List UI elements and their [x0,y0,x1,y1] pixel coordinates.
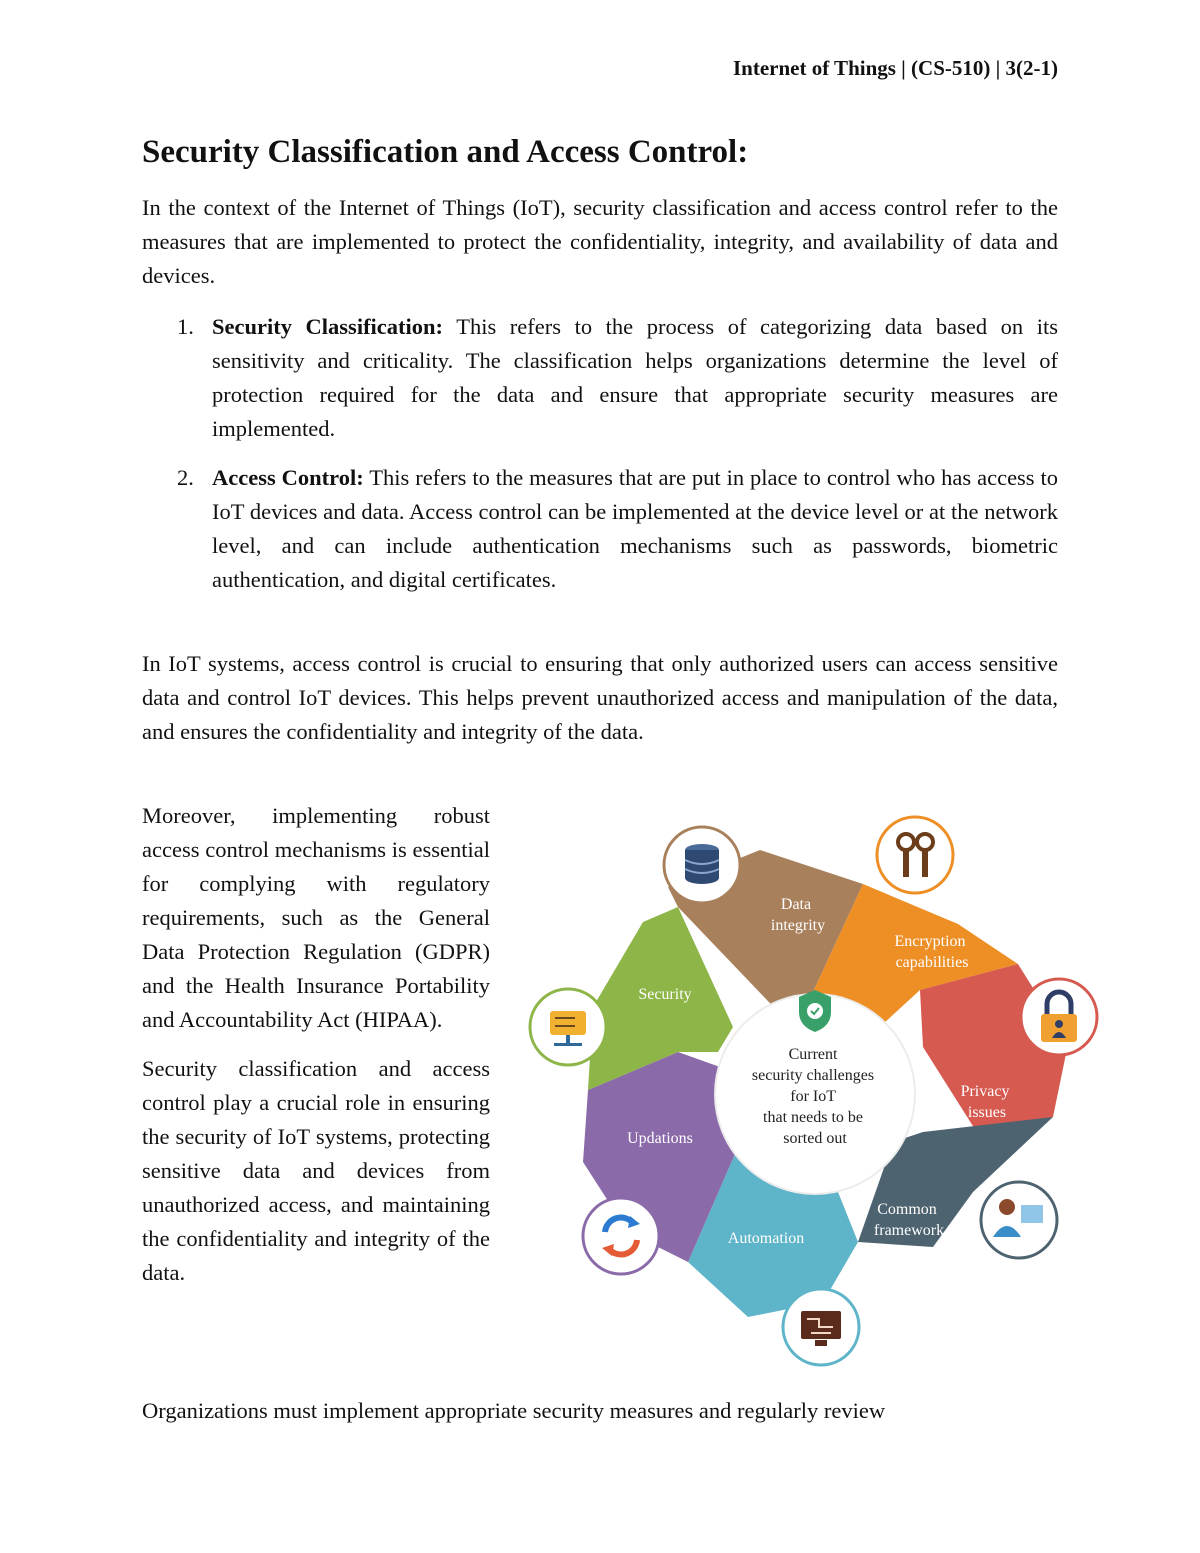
user-computer-icon [981,1182,1057,1258]
circuit-monitor-icon [783,1289,859,1365]
list-item [142,461,1058,597]
iot-challenges-diagram [528,812,1103,1367]
label-common-framework: Common framework [873,1201,945,1239]
iot-paragraph: In IoT systems, access control is crucial to ensuring that only authorized users can access sensitive data and control IoT devices. This helps prevent unauthorized access and manipulation of the data, and ensures the confidentiality and integrity of the data. [142,651,1058,744]
keys-icon [877,817,953,893]
database-icon [664,827,740,903]
label-updations: Updations [627,1130,693,1147]
refresh-icon [583,1198,659,1274]
list-term: Security Classification: [212,314,444,339]
list-number: 2. [177,465,194,490]
side-column [142,799,490,1305]
section-title: Security Classification and Access Control: [142,134,749,170]
center-text: Current security challenges for IoT that needs to be sorted out [751,1046,875,1147]
label-encryption: Encryption capabilities [894,933,969,971]
server-icon [530,989,606,1065]
list-text: This refers to the measures that are put in place to control who has access to IoT devices and data. Access control can be implemented at the device level or at the network level, and can include authentication mechanisms such as passwords, biometric authentication, and digital certificates. [212,465,1058,592]
label-security: Security [638,986,692,1003]
moreover-paragraph: Moreover, implementing robust access control mechanisms is essential for complying with regulatory requirements, such as the General Data Protection Regulation (GDPR) and the Health Insurance Portability and Accountability Act (HIPAA). [142,803,490,1032]
security-paragraph: Security classification and access control play a crucial role in ensuring the security of IoT systems, protecting sensitive data and devices from unauthorized access, and maintaining the confidentiality and integrity of the data. [142,1056,490,1285]
closing-line: Organizations must implement appropriate security measures and regularly review [142,1398,886,1423]
running-header: Internet of Things | (CS-510) | 3(2-1) [732,56,1058,80]
list-number: 1. [177,314,194,339]
label-privacy: Privacy issues [960,1083,1010,1121]
label-data-integrity: Data integrity [770,896,826,934]
padlock-icon [1021,979,1097,1055]
list-term: Access Control: [212,465,364,490]
definition-list [142,310,1058,612]
intro-paragraph: In the context of the Internet of Things (IoT), security classification and access control refer to the measures that are implemented to protect the confidentiality, integrity, and availability of data and devices. [142,195,1058,288]
label-automation: Automation [727,1230,805,1247]
list-text: This refers to the process of categorizing data based on its sensitivity and criticality. The classification helps organizations determine the level of protection required for the data and ensure that appropriate security measures are implemented. [212,314,1058,441]
list-item [142,310,1058,446]
